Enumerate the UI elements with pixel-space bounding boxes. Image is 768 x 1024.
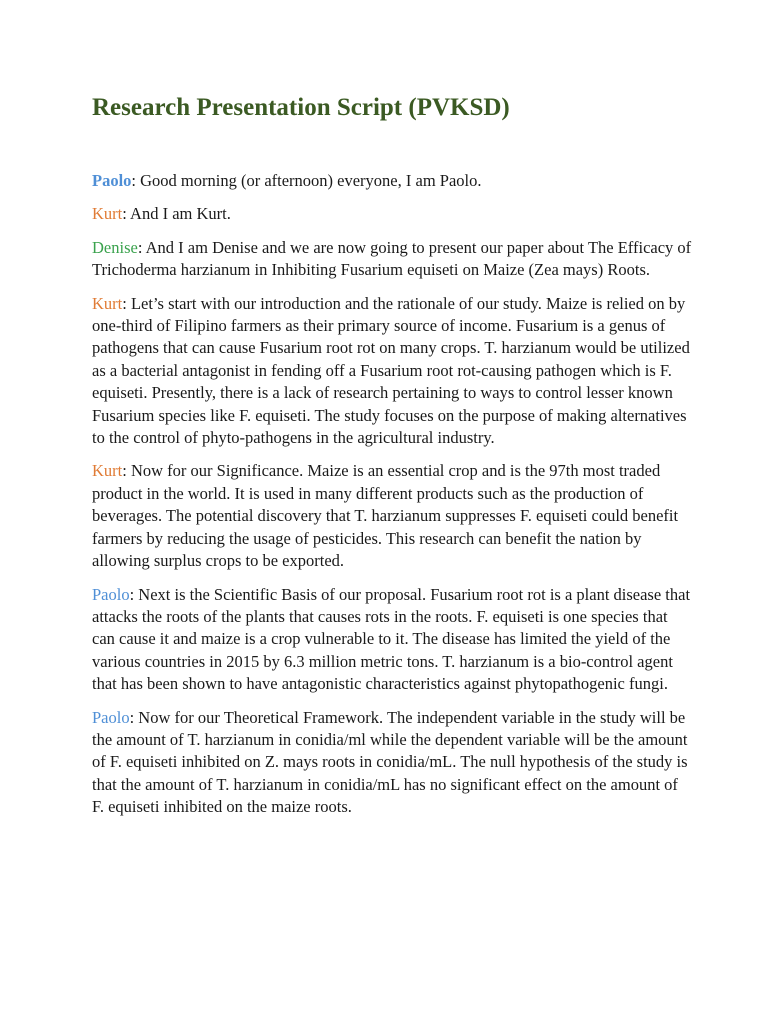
- script-paragraph: [92, 293, 692, 450]
- speaker-name: Paolo: [92, 707, 130, 727]
- document-title: Research Presentation Script (PVKSD): [92, 94, 510, 121]
- script-paragraph: [92, 460, 692, 572]
- speaker-name: Paolo: [92, 584, 130, 604]
- paragraph-text: : And I am Kurt.: [122, 204, 231, 224]
- script-paragraph: [92, 584, 692, 696]
- paragraph-text: : Now for our Theoretical Framework. The independent variable in the study will be the amount of T. harzianum in conidia/ml while the dependent variable will be the amount of F. equiseti inhibited on Z. mays roots in conidia/mL. The null hypothesis of the study is that the amount of T. harzianum in conidia/mL has no significant effect on the amount of F. equiseti inhibited on the maize roots.: [92, 707, 688, 817]
- paragraph-text: : Good morning (or afternoon) everyone, I am Paolo.: [131, 171, 482, 190]
- speaker-name: Denise: [92, 237, 138, 257]
- script-body: [92, 170, 692, 830]
- paragraph-text: : Next is the Scientific Basis of our proposal. Fusarium root rot is a plant disease that attacks the roots of the plants that causes rots in the roots. F. equiseti is one species that can cause it and maize is a crop vulnerable to it. The disease has limited the yield of the various countries in 2015 by 6.3 million metric tons. T. harzianum is a bio-control agent that has been shown to have antagonistic characteristics against phytopathogenic fungi.: [92, 584, 691, 694]
- paragraph-text: : Let’s start with our introduction and the rationale of our study. Maize is relied on by one-third of Filipino farmers as their primary source of income. Fusarium is a genus of pathogens that can cause Fusarium root rot on many crops. T. harzianum would be utilized as a bacterial antagonist in fending off a Fusarium root rot-causing pathogen which is F. equiseti. Presently, there is a lack of research pertaining to ways to control lesser known Fusarium species like F. equiseti. The study focuses on the purpose of making alternatives to the control of phyto-pathogens in the agricultural industry.: [92, 293, 690, 448]
- script-paragraph: [92, 203, 692, 225]
- speaker-name: Paolo: [92, 171, 132, 190]
- speaker-name: Kurt: [92, 461, 123, 481]
- script-paragraph: [92, 170, 692, 192]
- script-paragraph: [92, 707, 692, 819]
- script-paragraph: [92, 237, 692, 282]
- speaker-name: Kurt: [92, 293, 123, 313]
- speaker-name: Kurt: [92, 204, 123, 224]
- paragraph-text: : Now for our Significance. Maize is an essential crop and is the 97th most traded product in the world. It is used in many different products such as the production of beverages. The potential discovery that T. harzianum suppresses F. equiseti could benefit farmers by reducing the usage of pesticides. This research can benefit the nation by allowing surplus crops to be exported.: [92, 461, 679, 571]
- paragraph-text: : And I am Denise and we are now going to present our paper about The Efficacy of Trichoderma harzianum in Inhibiting Fusarium equiseti on Maize (Zea mays) Roots.: [92, 237, 692, 280]
